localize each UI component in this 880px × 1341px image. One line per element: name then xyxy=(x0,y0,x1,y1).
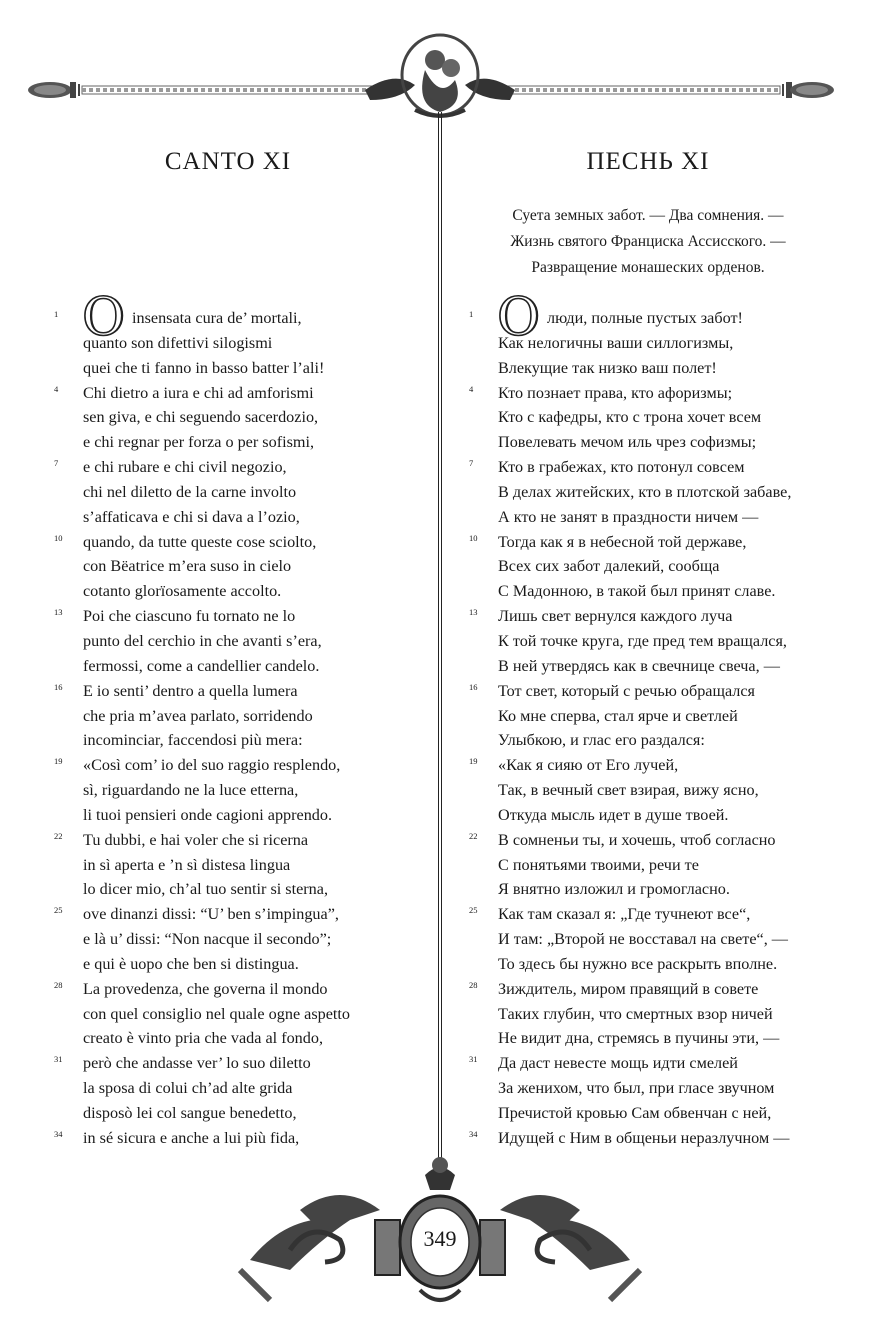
rod-finial-left-icon xyxy=(28,82,80,98)
verse-line xyxy=(54,654,424,679)
verse-text: Повелевать мечом иль чрез софизмы; xyxy=(498,433,757,452)
russian-text-column xyxy=(469,288,839,1151)
verse-text: Poi che ciascuno fu tornato ne lo xyxy=(83,607,296,626)
verse-line xyxy=(54,480,424,505)
rod-chain-right xyxy=(480,86,780,94)
line-number: 22 xyxy=(54,830,63,841)
drop-cap: O xyxy=(82,288,125,348)
verse-line xyxy=(54,728,424,753)
verse-text: quando, da tutte queste cose sciolto, xyxy=(83,532,317,551)
line-number: 4 xyxy=(469,383,474,394)
verse-text: Кто с кафедры, кто с трона хочет всем xyxy=(498,408,762,427)
verse-line xyxy=(54,679,424,704)
line-number: 34 xyxy=(54,1128,63,1139)
verse-line xyxy=(469,1051,839,1076)
line-number: 25 xyxy=(469,905,478,916)
verse-text: con quel consiglio nel quale ogne aspetto xyxy=(83,1004,351,1023)
verse-line xyxy=(469,778,839,803)
line-number: 22 xyxy=(469,830,478,841)
line-number: 16 xyxy=(469,681,478,692)
rod-chain-left xyxy=(82,86,382,94)
verse-text: cotanto glorïosamente accolto. xyxy=(83,582,282,601)
verse-line xyxy=(54,952,424,977)
verse-line xyxy=(469,803,839,828)
verse-text: Кто познает права, кто афоризмы; xyxy=(498,383,733,402)
verse-text: La provedenza, che governa il mondo xyxy=(83,979,328,998)
verse-line xyxy=(469,1002,839,1027)
verse-line xyxy=(469,753,839,778)
verse-line xyxy=(469,679,839,704)
verse-text: e chi rubare e chi civil negozio, xyxy=(83,458,287,477)
verse-text: «Как я сияю от Его лучей, xyxy=(498,756,679,775)
verse-line xyxy=(54,828,424,853)
verse-line xyxy=(54,554,424,579)
verse-line xyxy=(54,927,424,952)
verse-line xyxy=(469,704,839,729)
line-number: 4 xyxy=(54,383,59,394)
verse-text: Не видит дна, стремясь в пучины эти, — xyxy=(498,1029,780,1048)
verse-line xyxy=(54,505,424,530)
verse-text: Тогда как я в небесной той державе, xyxy=(498,532,747,551)
line-number: 13 xyxy=(54,607,63,618)
verse-text: li tuoi pensieri onde cagioni apprendo. xyxy=(83,805,333,824)
verse-text: e qui è uopo che ben si distingua. xyxy=(83,954,299,973)
verse-text: А кто не занят в праздности ничем — xyxy=(498,507,759,526)
verse-text: E io senti’ dentro a quella lumera xyxy=(83,681,298,700)
verse-text: Всех сих забот далекий, сообща xyxy=(498,557,720,576)
verse-line xyxy=(469,877,839,902)
verse-text: in sì aperta e ’n sì distesa lingua xyxy=(83,855,291,874)
verse-line xyxy=(469,505,839,530)
verse-text: disposò lei col sangue benedetto, xyxy=(83,1104,297,1122)
verse-text: punto del cerchio in che avanti s’era, xyxy=(83,631,322,650)
rod-finial-right-icon xyxy=(782,82,834,98)
verse-line xyxy=(54,405,424,430)
verse-line xyxy=(54,455,424,480)
verse-text: К той точке круга, где пред тем вращался, xyxy=(498,631,787,650)
verse-line xyxy=(54,381,424,406)
verse-text: insensata cura de’ mortali, xyxy=(132,309,302,327)
verse-line xyxy=(54,902,424,927)
verse-text: sen giva, e chi seguendo sacerdozio, xyxy=(83,408,319,427)
verse-line xyxy=(469,356,839,381)
line-number: 1 xyxy=(469,309,474,319)
line-number: 28 xyxy=(469,979,478,990)
verse-text: Таких глубин, что смертных взор ничей xyxy=(498,1004,773,1023)
canto-title-russian: ПЕСНЬ XI xyxy=(586,148,710,175)
verse-line xyxy=(469,1126,839,1151)
line-number: 1 xyxy=(54,309,59,319)
line-number: 10 xyxy=(54,532,63,543)
verse-line xyxy=(469,927,839,952)
verse-text: Chi dietro a iura e chi ad amforismi xyxy=(83,383,314,402)
drop-cap: О xyxy=(497,288,540,348)
verse-line xyxy=(469,828,839,853)
verse-line xyxy=(469,853,839,878)
verse-text: Ко мне сперва, стал ярче и светлей xyxy=(498,706,738,725)
canto-summary xyxy=(470,203,826,281)
verse-line xyxy=(54,579,424,604)
canto-title-italian: CANTO XI xyxy=(164,148,292,175)
panel-right-icon xyxy=(480,1220,505,1275)
verse-line xyxy=(469,1101,839,1126)
verse-text: Кто в грабежах, кто потонул совсем xyxy=(498,458,745,477)
verse-line xyxy=(54,853,424,878)
verse-text: В делах житейских, кто в плотской забаве, xyxy=(498,482,792,501)
verse-line xyxy=(54,803,424,828)
verse-line xyxy=(469,480,839,505)
verse-text: Я внятно изложил и громогласно. xyxy=(498,880,730,899)
verse-line xyxy=(54,331,424,356)
verse-text: con Bëatrice m’era suso in cielo xyxy=(83,557,292,576)
line-number: 19 xyxy=(54,756,63,767)
line-number: 31 xyxy=(469,1054,478,1065)
verse-text: С понятьями твоими, речи те xyxy=(498,855,699,874)
verse-line xyxy=(469,381,839,406)
verse-line xyxy=(469,430,839,455)
verse-line xyxy=(469,629,839,654)
verse-line xyxy=(469,331,839,356)
verse-text: in sé sicura e anche a lui più fida, xyxy=(83,1128,300,1147)
line-number: 7 xyxy=(469,458,474,469)
verse-text: Идущей с Ним в общеньи неразлучном — xyxy=(498,1128,790,1147)
verse-line xyxy=(54,1126,424,1151)
cherub-medallion-icon xyxy=(355,30,525,125)
verse-text: Откуда мысль идет в душе твоей. xyxy=(498,805,729,824)
verse-line xyxy=(469,579,839,604)
verse-text: e là u’ dissi: “Non nacque il secondo”; xyxy=(83,930,332,949)
verse-text: ove dinanzi dissi: “U’ ben s’impingua”, xyxy=(83,905,339,924)
verse-text: Пречистой кровью Сам обвенчан с ней, xyxy=(498,1104,772,1122)
verse-text: Улыбкою, и глас его раздался: xyxy=(498,731,705,750)
verse-text: Влекущие так низко ваш полет! xyxy=(498,358,717,377)
verse-text: С Мадонною, в такой был принят славе. xyxy=(498,582,776,601)
line-number: 16 xyxy=(54,681,63,692)
line-number: 13 xyxy=(469,607,478,618)
urn-icon xyxy=(425,1157,455,1190)
summary-line: Жизнь святого Франциска Ассисского. — xyxy=(510,233,786,250)
verse-line xyxy=(469,1076,839,1101)
verse-text: В ней утвердясь как в свечнице свеча, — xyxy=(498,656,780,675)
verse-text: За женихом, что был, при гласе звучном xyxy=(498,1079,775,1098)
verse-line xyxy=(54,704,424,729)
verse-line xyxy=(469,654,839,679)
verse-text: quei che ti fanno in basso batter l’ali! xyxy=(83,358,325,377)
verse-text: che pria m’avea parlato, sorridendo xyxy=(83,706,313,725)
line-number: 25 xyxy=(54,905,63,916)
panel-left-icon xyxy=(375,1220,400,1275)
verse-line xyxy=(469,902,839,927)
verse-line xyxy=(54,604,424,629)
summary-line: Развращение монашеских орденов. xyxy=(531,259,765,276)
verse-line xyxy=(54,1002,424,1027)
line-number: 28 xyxy=(54,979,63,990)
verse-text: creato è vinto pria che vada al fondo, xyxy=(83,1029,324,1048)
verse-text: И там: „Второй не восставал на свете“, — xyxy=(498,930,788,949)
verse-line xyxy=(54,753,424,778)
line-number: 31 xyxy=(54,1054,63,1065)
line-number: 34 xyxy=(469,1128,478,1139)
verse-text: chi nel diletto de la carne involto xyxy=(83,482,297,501)
verse-line xyxy=(54,1051,424,1076)
verse-text: però che andasse ver’ lo suo diletto xyxy=(83,1054,311,1073)
verse-line xyxy=(54,629,424,654)
column-divider xyxy=(438,112,442,1164)
verse-line xyxy=(469,530,839,555)
verse-line xyxy=(54,1101,424,1126)
verse-text: Как нелогичны ваши силлогизмы, xyxy=(498,333,734,352)
verse-line xyxy=(469,977,839,1002)
verse-line xyxy=(469,455,839,480)
verse-text: Тот свет, который с речью обращался xyxy=(498,681,755,700)
verse-text: fermossi, come a candellier candelo. xyxy=(83,656,320,675)
line-number: 10 xyxy=(469,532,478,543)
verse-text: lo dicer mio, ch’al tuo sentir si sterna, xyxy=(83,880,328,899)
verse-line xyxy=(54,1026,424,1051)
verse-line xyxy=(469,604,839,629)
verse-line xyxy=(54,530,424,555)
verse-line xyxy=(469,554,839,579)
verse-text: Лишь свет вернулся каждого луча xyxy=(498,607,733,626)
verse-text: incominciar, faccendosi più mera: xyxy=(83,731,303,750)
verse-line xyxy=(469,1026,839,1051)
verse-text: Да даст невесте мощь идти смелей xyxy=(498,1054,738,1073)
italian-text-column xyxy=(54,288,424,1151)
verse-text: Зиждитель, миром правящий в совете xyxy=(498,979,759,998)
verse-line xyxy=(469,952,839,977)
verse-text: quanto son difettivi silogismi xyxy=(83,333,273,352)
verse-text: В сомненьи ты, и хочешь, чтоб согласно xyxy=(498,830,776,849)
verse-line xyxy=(54,778,424,803)
verse-line xyxy=(54,877,424,902)
verse-text: e chi regnar per forza o per sofismi, xyxy=(83,433,315,452)
verse-text: s’affaticava e chi si dava a l’ozio, xyxy=(83,507,300,526)
summary-line: Суета земных забот. — Два сомнения. — xyxy=(512,207,784,224)
page-number: 349 xyxy=(423,1226,457,1251)
verse-text: la sposa di colui ch’ad alte grida xyxy=(83,1079,293,1098)
verse-line xyxy=(54,430,424,455)
verse-line xyxy=(54,977,424,1002)
verse-text: Как там сказал я: „Где тучнеют все“, xyxy=(498,905,751,924)
verse-line xyxy=(54,356,424,381)
verse-text: То здесь бы нужно все раскрыть вполне. xyxy=(498,954,778,973)
verse-text: люди, полные пустых забот! xyxy=(547,309,743,327)
verse-text: «Così com’ io del suo raggio resplendo, xyxy=(83,756,341,775)
line-number: 19 xyxy=(469,756,478,767)
line-number: 7 xyxy=(54,458,59,469)
verse-text: Tu dubbi, e hai voler che si ricerna xyxy=(83,830,309,849)
verse-line xyxy=(54,1076,424,1101)
verse-text: Так, в вечный свет взирая, вижу ясно, xyxy=(498,781,759,800)
verse-line xyxy=(469,405,839,430)
verse-text: sì, riguardando ne la luce etterna, xyxy=(83,781,299,800)
verse-line xyxy=(469,728,839,753)
